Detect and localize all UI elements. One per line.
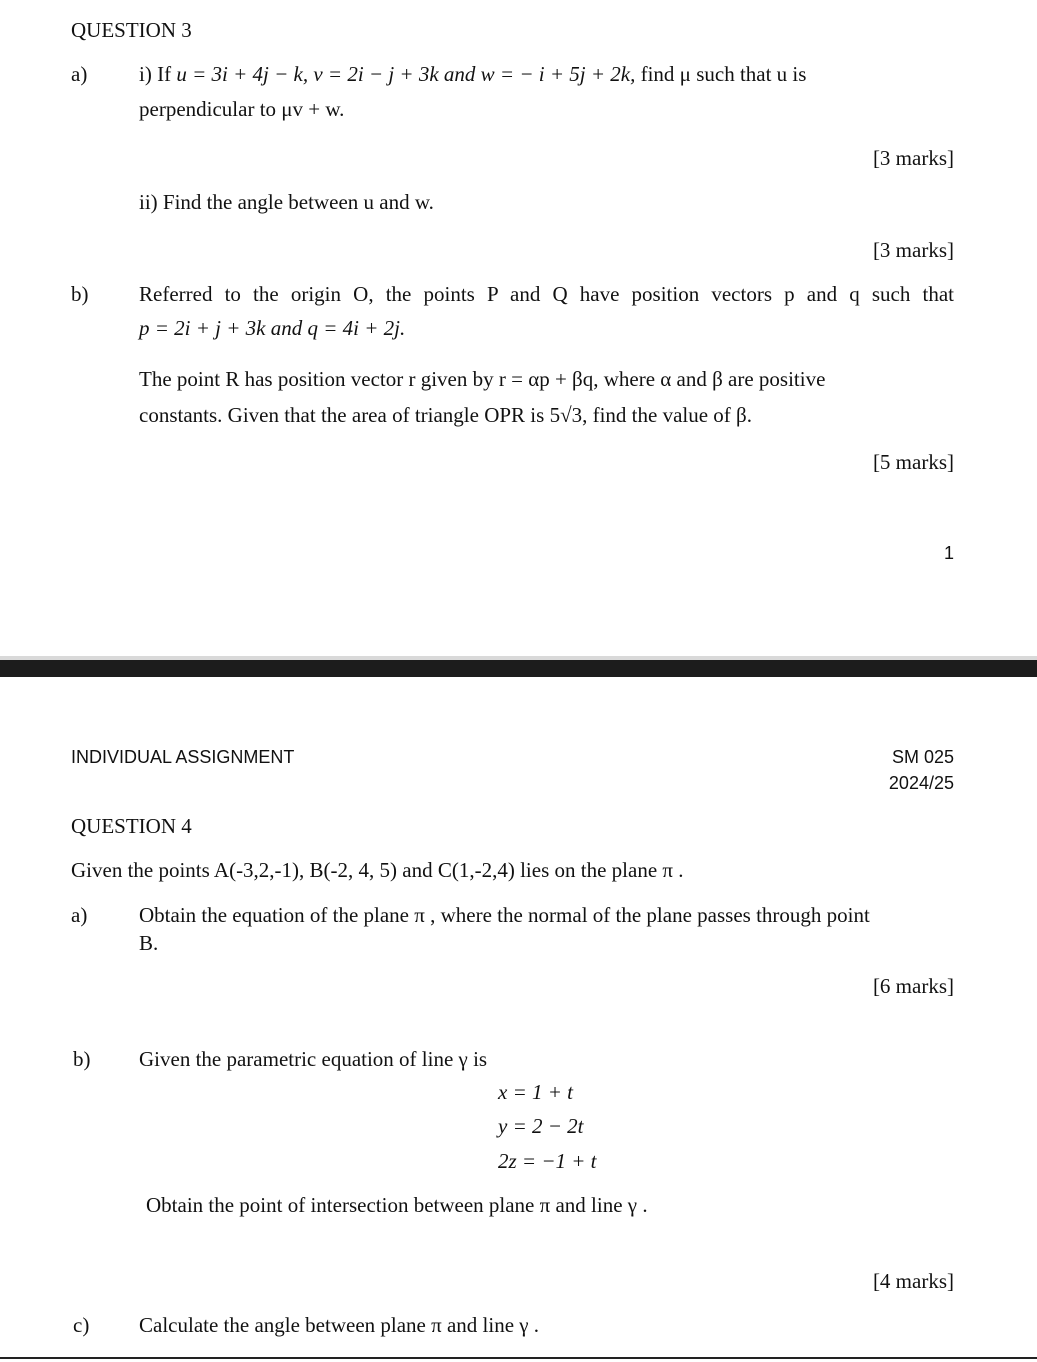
q3-a-i-conjunction: and bbox=[443, 62, 476, 86]
q4-c-text: Calculate the angle between plane π and line γ . bbox=[139, 1313, 540, 1337]
q3-b-line3: The point R has position vector r given by r = αp + βq, where α and β are positive bbox=[139, 367, 826, 391]
q3-a-i-find: find μ such that u is bbox=[640, 62, 807, 86]
q4-intro: Given the points A(-3,2,-1), B(-2, 4, 5) and C(1,-2,4) lies on the plane π . bbox=[71, 858, 684, 882]
q4-b-label: b) bbox=[73, 1047, 91, 1071]
q4-c-label: c) bbox=[73, 1313, 90, 1337]
q4-equation-x: x = 1 + t bbox=[498, 1080, 573, 1104]
header-session: 2024/25 bbox=[888, 773, 954, 793]
q3-title: QUESTION 3 bbox=[71, 18, 192, 42]
q4-a-text-line2: B. bbox=[139, 931, 159, 955]
q3-a-i-u-definition: u = 3i + 4j − k, bbox=[176, 62, 309, 86]
q3-a-i-prefix: i) If bbox=[139, 62, 172, 86]
q4-a-text-line1: Obtain the equation of the plane π , where the normal of the plane passes through point bbox=[139, 903, 870, 927]
q4-b-marks: [4 marks] bbox=[872, 1269, 954, 1293]
q3-a-label: a) bbox=[71, 62, 88, 86]
q3-a-i-v-definition: v = 2i − j + 3k bbox=[313, 62, 439, 86]
q4-equation-y: y = 2 − 2t bbox=[498, 1114, 584, 1138]
q3-b-line4: constants. Given that the area of triangle OPR is 5√3, find the value of β. bbox=[139, 403, 752, 427]
q3-b-line2: p = 2i + j + 3k and q = 4i + 2j. bbox=[139, 316, 406, 340]
q3-b-label: b) bbox=[71, 282, 89, 306]
q4-a-marks: [6 marks] bbox=[872, 974, 954, 998]
header-course-code: SM 025 bbox=[891, 747, 954, 767]
bottom-rule bbox=[0, 1357, 1037, 1359]
page-number: 1 bbox=[943, 543, 954, 563]
q3-a-i-line1 bbox=[139, 62, 806, 87]
q3-a-ii-marks: [3 marks] bbox=[872, 238, 954, 262]
q3-b-line1: Referred to the origin O, the points P and Q have position vectors p and q such that bbox=[139, 282, 954, 306]
q4-b-text: Given the parametric equation of line γ is bbox=[139, 1047, 488, 1071]
q3-a-ii-text: ii) Find the angle between u and w. bbox=[139, 190, 434, 214]
q4-b-text-2: Obtain the point of intersection between plane π and line γ . bbox=[146, 1193, 648, 1217]
q3-a-i-w-definition: w = − i + 5j + 2k, bbox=[480, 62, 636, 86]
q4-equation-z: 2z = −1 + t bbox=[498, 1149, 597, 1173]
page-divider bbox=[0, 660, 1037, 677]
q3-a-i-line2: perpendicular to μv + w. bbox=[139, 97, 345, 121]
q3-b-marks: [5 marks] bbox=[872, 450, 954, 474]
header-assignment: INDIVIDUAL ASSIGNMENT bbox=[71, 747, 295, 767]
q4-title: QUESTION 4 bbox=[71, 814, 192, 838]
q4-a-label: a) bbox=[71, 903, 88, 927]
q3-a-i-marks: [3 marks] bbox=[872, 146, 954, 170]
